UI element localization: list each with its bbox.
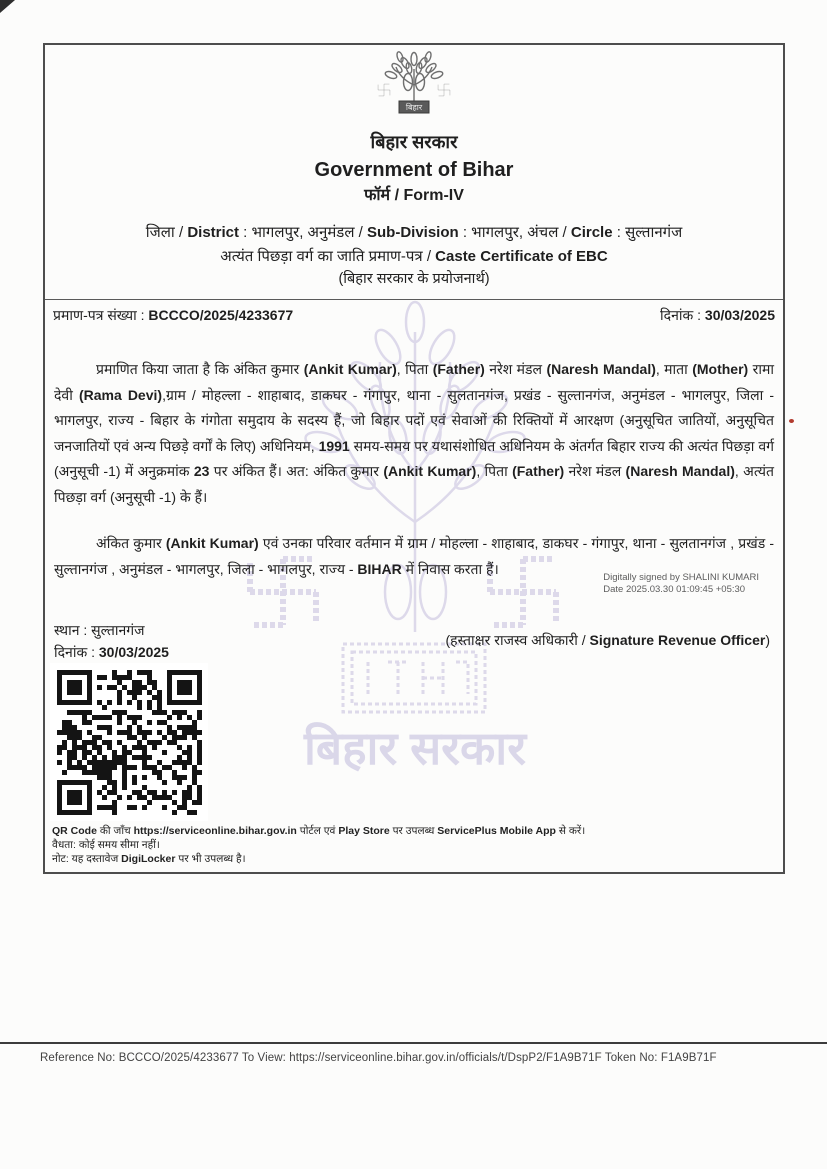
validity-note: वैधता: कोई समय सीमा नहीं।	[52, 839, 160, 851]
page-footer-divider	[0, 1042, 827, 1044]
purpose-line: (बिहार सरकार के प्रयोजनार्थ)	[338, 271, 490, 287]
footer-notes	[52, 824, 585, 866]
bihar-emblem-logo	[371, 51, 457, 117]
certificate-number: प्रमाण-पत्र संख्या : BCCCO/2025/4233677	[53, 307, 294, 323]
logo-tree	[384, 51, 443, 101]
red-ink-artifact	[789, 419, 794, 423]
certificate-date: दिनांक : 30/03/2025	[660, 307, 775, 323]
logo-name-plate-text: बिहार	[405, 103, 423, 112]
certificate-border-box	[43, 43, 785, 874]
logo-swastika-left-icon	[378, 84, 390, 96]
scan-corner-artifact	[0, 0, 15, 13]
title-hindi: बिहार सरकार	[370, 132, 458, 152]
certificate-header	[45, 45, 783, 290]
caste-certificate-title-line: अत्यंत पिछड़ा वर्ग का जाति प्रमाण-पत्र / Caste Certificate of EBC	[220, 248, 608, 265]
form-number-line: फॉर्म / Form-IV	[364, 187, 464, 204]
digital-signature-line2: Date 2025.03.30 01:09:45 +05:30	[603, 584, 746, 595]
certificate-body-paragraph-2: अंकित कुमार (Ankit Kumar) एवं उनका परिवार वर्तमान में ग्राम / मोहल्ला - शाहाबाद, डाकघर - गंगापुर, थाना - सुलतानगंज , प्रखंड - सुल्तानगंज , अनुमंडल - भागलपुर, जिला - भागलपुर, राज्य - BIHAR में निवास करता हैं।	[54, 535, 775, 577]
digital-signature-line1: Digitally signed by SHALINI KUMARI	[603, 572, 759, 583]
digilocker-note: नोट: यह दस्तावेज DigiLocker पर भी उपलब्ध है।	[52, 853, 246, 865]
qr-verification-note: QR Code की जाँच https://serviceonline.bihar.gov.in पोर्टल एवं Play Store पर उपलब्ध ServicePlus Mobile App से करें।	[52, 825, 586, 837]
reference-number-line: Reference No: BCCCO/2025/4233677 To View: https://serviceonline.bihar.gov.in/officials/t/DspP2/F1A9B71F Token No: F1A9B71F	[40, 1052, 717, 1064]
place-line: स्थान : सुल्तानगंज	[54, 622, 145, 638]
district-subdivision-circle-line: जिला / District : भागलपुर, अनुमंडल / Sub-Division : भागलपुर, अंचल / Circle : सुल्तानगंज	[145, 224, 683, 241]
qr-code	[50, 663, 208, 821]
revenue-officer-signature-line: (हस्ताक्षर राजस्व अधिकारी / Signature Revenue Officer)	[445, 632, 770, 648]
certificate-meta-row	[45, 300, 783, 325]
title-english: Government of Bihar	[314, 159, 514, 181]
signature-date-line: दिनांक : 30/03/2025	[54, 644, 169, 660]
certificate-body-paragraph-1: प्रमाणित किया जाता है कि अंकित कुमार (Ankit Kumar), पिता (Father) नरेश मंडल (Naresh Mandal), माता (Mother) रामा देवी (Rama Devi),ग्राम / मोहल्ला - शाहाबाद, डाकघर - गंगापुर, थाना - सुलतानगंज, प्रखंड - सुल्तानगंज, अनुमंडल - भागलपुर, जिला - भागलपुर, राज्य - बिहार के गंगोता समुदाय के सदस्य हैं, जो बिहार पदों एवं सेवाओं की रिक्तियों में आरक्षण (अनुसूचित जातियों, अनुसूचित जनजातियों एवं अन्य पिछड़े वर्गों के लिए) अधिनियम, 1991 समय-समय पर यथासंशोधित अधिनियम के अंतर्गत बिहार राज्य की अत्यंत पिछड़ा वर्ग (अनुसूची -1) में अनुक्रमांक 23 पर अंकित हैं। अत: अंकित कुमार (Ankit Kumar), पिता (Father) नरेश मंडल (Naresh Mandal), अत्यंत पिछड़ा वर्ग (अनुसूची -1) के हैं।	[54, 361, 775, 505]
watermark-text: बिहार सरकार	[303, 722, 527, 774]
digital-signature-block	[603, 572, 759, 596]
logo-swastika-right-icon	[438, 84, 450, 96]
